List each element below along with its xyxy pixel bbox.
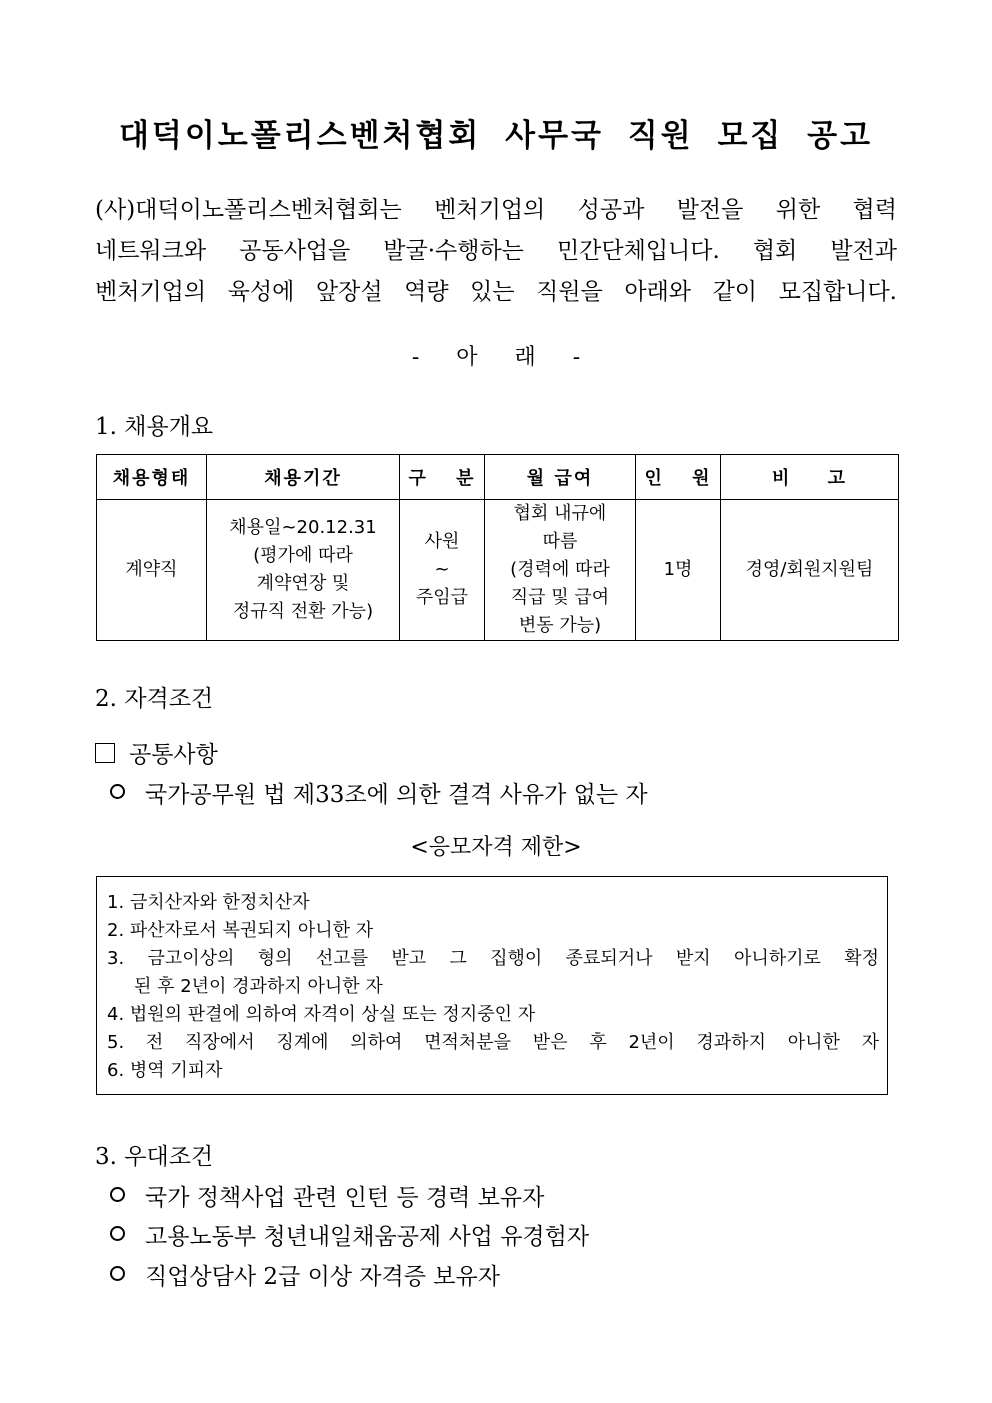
document-title: 대덕이노폴리스벤처협회 사무국 직원 모집 공고 <box>118 118 874 154</box>
circle-bullet-icon <box>110 1266 125 1281</box>
period-line: 계약연장 및 <box>256 573 350 594</box>
cell-period <box>207 500 400 641</box>
circle-bullet-icon <box>110 1187 125 1202</box>
header-type: 채용형태 <box>97 455 207 500</box>
header-headcount: 인 원 <box>636 455 721 500</box>
restriction-item-continued: 된 후 2년이 경과하지 아니한 자 <box>134 976 383 997</box>
restriction-item: 2. 파산자로서 복권되지 아니한 자 <box>107 920 374 941</box>
common-item <box>110 776 648 809</box>
preference-text: 고용노동부 청년내일채움공제 사업 유경험자 <box>145 1224 590 1250</box>
restriction-box <box>96 876 888 1095</box>
preference-item <box>110 1258 500 1291</box>
restriction-item: 5. 전 직장에서 징계에 의하여 면적처분을 받은 후 2년이 경과하지 아니한 자 <box>107 1032 879 1053</box>
restriction-item: 3. 금고이상의 형의 선고를 받고 그 집행이 종료되거나 받지 아니하기로 확정 <box>107 948 879 969</box>
cell-remarks: 경영/회원지원팀 <box>721 500 899 641</box>
preference-item <box>110 1218 589 1251</box>
restriction-item: 6. 병역 기피자 <box>107 1060 223 1081</box>
cell-category <box>400 500 485 641</box>
recruitment-table <box>96 454 899 641</box>
notice-heading: - 아 래 - <box>411 345 581 370</box>
common-item-text: 국가공무원 법 제33조에 의한 결격 사유가 없는 자 <box>145 782 648 808</box>
common-heading-label: 공통사항 <box>129 742 218 768</box>
period-line: (평가에 따라 <box>253 545 353 566</box>
salary-line: 변동 가능) <box>518 615 602 636</box>
restriction-title: <응모자격 제한> <box>410 835 582 860</box>
restriction-item: 1. 금치산자와 한정치산자 <box>107 892 310 913</box>
intro-paragraph <box>95 190 897 313</box>
common-heading <box>95 736 218 769</box>
table-header-row <box>97 455 899 500</box>
preference-text: 직업상담사 2급 이상 자격증 보유자 <box>145 1264 500 1290</box>
salary-line: (경력에 따라 <box>510 559 610 580</box>
header-remarks: 비 고 <box>721 455 899 500</box>
intro-line-3: 벤처기업의 육성에 앞장설 역량 있는 직원을 아래와 같이 모집합니다. <box>95 279 897 305</box>
preference-item <box>110 1179 544 1212</box>
header-period: 채용기간 <box>207 455 400 500</box>
restriction-item: 4. 법원의 판결에 의하여 자격이 상실 또는 정지중인 자 <box>107 1004 536 1025</box>
preference-text: 국가 정책사업 관련 인턴 등 경력 보유자 <box>145 1185 545 1211</box>
table-row <box>97 500 899 641</box>
square-bullet-icon <box>95 743 115 763</box>
section1-heading: 1. 채용개요 <box>95 414 214 440</box>
intro-line-2: 네트워크와 공동사업을 발굴·수행하는 민간단체입니다. 협회 발전과 <box>95 238 897 264</box>
section3-heading: 3. 우대조건 <box>95 1144 214 1170</box>
cell-salary <box>485 500 636 641</box>
period-line: 채용일~20.12.31 <box>229 517 377 538</box>
category-line: 사원 <box>424 531 460 552</box>
category-line: ~ <box>434 559 450 580</box>
salary-line: 직급 및 급여 <box>510 587 610 608</box>
intro-line-1: (사)대덕이노폴리스벤처협회는 벤처기업의 성공과 발전을 위한 협력 <box>95 197 897 223</box>
header-salary: 월 급여 <box>485 455 636 500</box>
category-line: 주임급 <box>415 587 469 608</box>
salary-line: 따름 <box>542 531 578 552</box>
cell-type: 계약직 <box>97 500 207 641</box>
period-line: 정규직 전환 가능) <box>232 601 374 622</box>
circle-bullet-icon <box>110 1226 125 1241</box>
header-category: 구 분 <box>400 455 485 500</box>
cell-headcount: 1명 <box>636 500 721 641</box>
section2-heading: 2. 자격조건 <box>95 686 214 712</box>
circle-bullet-icon <box>110 784 125 799</box>
salary-line: 협회 내규에 <box>513 503 607 524</box>
